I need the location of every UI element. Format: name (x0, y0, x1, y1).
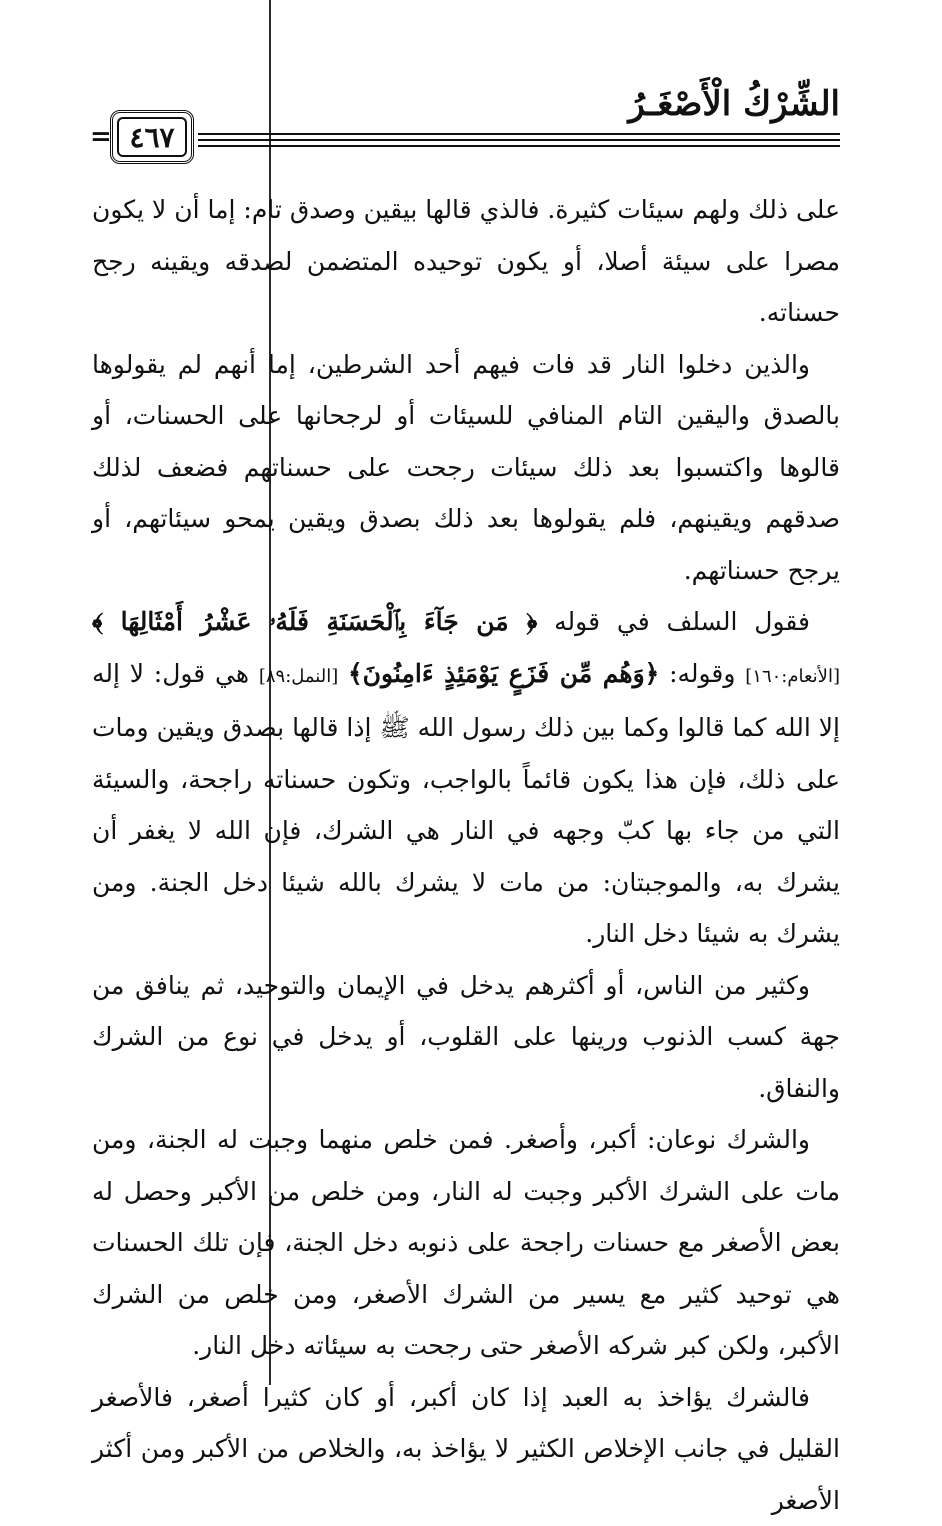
page-number-box (110, 110, 194, 164)
paragraph-with-quran (92, 596, 840, 960)
paragraph: والذين دخلوا النار قد فات فيهم أحد الشرطين، إما أنهم لم يقولوها بالصدق واليقين التام المنافي للسيئات أو لرجحانها على الحسنات، أو قالوها واكتسبوا بعد ذلك سيئات رجحت على حسناتهم فضعف لذلك صدقهم ويقينهم، فلم يقولوها بعد ذلك بصدق ويقين يمحو سيئاتهم، أو يرجح حسناتهم. (92, 339, 840, 597)
paragraph-text: هي قول: لا إله إلا الله كما قالوا وكما بين ذلك رسول الله ﷺ إذا قالها بصدق ويقين ومات على ذلك، فإن هذا يكون قائماً بالواجب، وتكون حسناته راجحة، والسيئة التي من جاء بها كبّ وجهه في النار هي الشرك، فإن الله لا يغفر أن يشرك به، والموجبتان: من مات لا يشرك بالله شيئا دخل الجنة. ومن يشرك به شيئا دخل النار. (92, 659, 840, 949)
paragraph-text: فقول السلف في قوله (554, 607, 810, 636)
header-rule-line (198, 145, 840, 147)
header-rule (198, 132, 840, 150)
verse-reference: [النمل:٨٩] (259, 666, 338, 687)
verse-reference: [الأنعام:١٦٠] (745, 666, 840, 687)
header-equals-mark: = (90, 110, 112, 164)
quran-verse: ﴿ مَن جَآءَ بِٱلْحَسَنَةِ فَلَهُۥ عَشْرُ أَمْثَالِهَا ﴾ (92, 607, 537, 636)
paragraph: والشرك نوعان: أكبر، وأصغر. فمن خلص منهما وجبت له الجنة، ومن مات على الشرك الأكبر وجبت له النار، ومن خلص من الأكبر وحصل له بعض الأصغر مع حسنات راجحة على ذنوبه دخل الجنة، فإن تلك الحسنات هي توحيد كثير مع يسير من الشرك الأصغر، ومن خلص من الشرك الأكبر، ولكن كبر شركه الأصغر حتى رجحت به سيئاته دخل النار. (92, 1114, 840, 1372)
page-header (90, 84, 840, 176)
quran-verse: ﴿وَهُم مِّن فَزَعٍ يَوْمَئِذٍ ءَامِنُونَ﴾ (348, 659, 659, 688)
paragraph: وكثير من الناس، أو أكثرهم يدخل في الإيمان والتوحيد، ثم ينافق من جهة كسب الذنوب ورينها على القلوب، أو يدخل في نوع من الشرك والنفاق. (92, 960, 840, 1115)
page-body (92, 184, 840, 1526)
paragraph-text: وقوله: (669, 659, 735, 688)
header-rule-line (198, 133, 840, 135)
page-number: ٤٦٧ (117, 117, 187, 157)
running-title: الشِّرْكُ الْأَصْغَـرُ (628, 84, 840, 124)
paragraph: على ذلك ولهم سيئات كثيرة. فالذي قالها بيقين وصدق تام: إما أن لا يكون مصرا على سيئة أصلا، أو يكون توحيده المتضمن لصدقه ويقينه رجح حسناته. (92, 184, 840, 339)
header-rule-line (198, 139, 840, 141)
paragraph: فالشرك يؤاخذ به العبد إذا كان أكبر، أو كان كثيرا أصغر، فالأصغر القليل في جانب الإخلاص الكثير لا يؤاخذ به، والخلاص من الأكبر ومن أكثر الأصغر (92, 1372, 840, 1526)
